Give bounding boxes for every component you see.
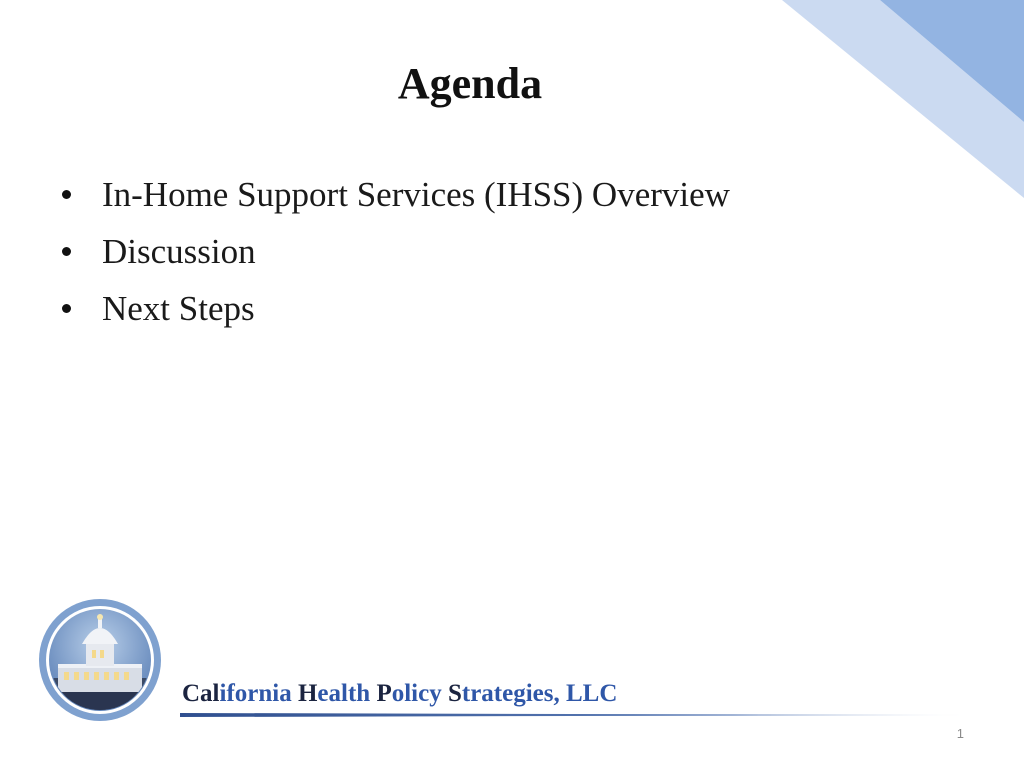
capitol-dome-icon [38,598,162,722]
list-item [56,166,730,223]
list-item [56,280,730,337]
slide-title: Agenda [397,59,543,108]
company-name: California Health Policy Strategies, LLC [182,680,618,707]
bullet-icon [62,247,71,256]
footer-divider [180,713,970,717]
list-item-text: In-Home Support Services (IHSS) Overview [102,175,730,214]
list-item-text: Discussion [102,232,256,271]
agenda-list [56,166,730,337]
page-number: 1 [956,726,964,741]
bullet-icon [62,304,71,313]
bullet-icon [62,190,71,199]
list-item-text: Next Steps [102,289,255,328]
list-item [56,223,730,280]
